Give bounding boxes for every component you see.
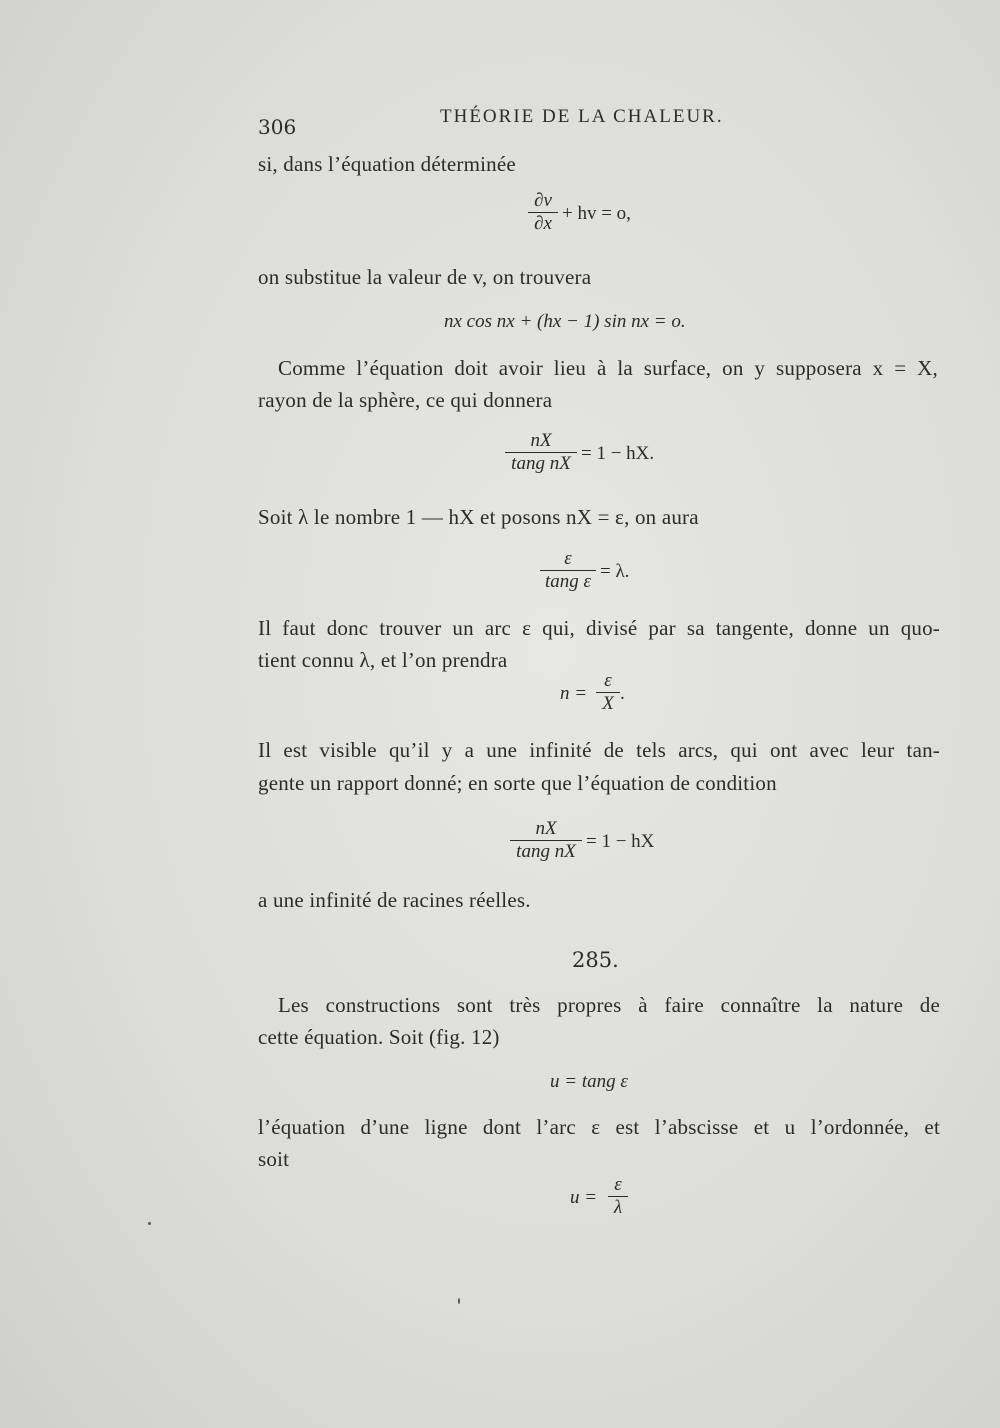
paper-speck bbox=[458, 1298, 460, 1304]
text-line: Il faut donc trouver un arc ε qui, divisé par sa tangente, donne un quo- bbox=[258, 616, 940, 640]
text-line: on substitue la valeur de v, on trouvera bbox=[258, 265, 592, 289]
fraction-denominator: tang nX bbox=[516, 841, 576, 862]
text-line: Les constructions sont très propres à faire connaître la nature de bbox=[278, 993, 940, 1017]
page-number: 306 bbox=[258, 115, 297, 139]
paper-speck bbox=[148, 1222, 151, 1225]
text-line: rayon de la sphère, ce qui donnera bbox=[258, 388, 553, 412]
equation-lhs: n = bbox=[560, 683, 588, 704]
equation-fraction bbox=[505, 430, 577, 475]
fraction-numerator: ε bbox=[596, 670, 620, 693]
fraction-numerator: nX bbox=[505, 430, 577, 453]
fraction-numerator: ε bbox=[608, 1174, 628, 1197]
equation-rhs: = λ. bbox=[600, 561, 630, 582]
fraction-denominator: tang nX bbox=[511, 453, 571, 474]
equation-rhs: = 1 − hX bbox=[586, 831, 655, 852]
text-line: tient connu λ, et l’on prendra bbox=[258, 648, 508, 672]
fraction-numerator: ∂v bbox=[528, 190, 558, 213]
equation-rhs: . bbox=[620, 683, 625, 704]
text-line: Comme l’équation doit avoir lieu à la surface, on y supposera x = X, bbox=[278, 356, 938, 380]
equation-rhs: + hv = o, bbox=[562, 203, 631, 224]
fraction-numerator: ε bbox=[540, 548, 596, 571]
equation-fraction bbox=[540, 548, 596, 593]
section-number: 285. bbox=[572, 948, 619, 972]
fraction-denominator: λ bbox=[613, 1197, 623, 1218]
text-line: si, dans l’équation déterminée bbox=[258, 152, 516, 176]
fraction-denominator: ∂x bbox=[534, 213, 552, 234]
equation-lhs: u = bbox=[570, 1187, 598, 1208]
equation-rhs: = 1 − hX. bbox=[581, 443, 655, 464]
equation: u = tang ε bbox=[550, 1071, 628, 1092]
equation-fraction bbox=[608, 1174, 628, 1219]
text-line: soit bbox=[258, 1147, 290, 1171]
equation: nx cos nx + (hx − 1) sin nx = o. bbox=[444, 311, 686, 332]
text-line: gente un rapport donné; en sorte que l’équation de condition bbox=[258, 771, 777, 795]
text-line: Il est visible qu’il y a une infinité de tels arcs, qui ont avec leur tan- bbox=[258, 738, 940, 762]
equation-fraction bbox=[596, 670, 620, 715]
text-line: cette équation. Soit (fig. 12) bbox=[258, 1025, 500, 1049]
fraction-numerator: nX bbox=[510, 818, 582, 841]
text-line: l’équation d’une ligne dont l’arc ε est l’abscisse et u l’ordonnée, et bbox=[258, 1115, 940, 1139]
running-title: THÉORIE DE LA CHALEUR. bbox=[440, 106, 724, 127]
text-line: a une infinité de racines réelles. bbox=[258, 888, 531, 912]
equation-fraction bbox=[528, 190, 558, 235]
fraction-denominator: tang ε bbox=[544, 571, 591, 592]
text-line: Soit λ le nombre 1 — hX et posons nX = ε, on aura bbox=[258, 505, 699, 529]
fraction-denominator: X bbox=[602, 693, 614, 714]
equation-fraction bbox=[510, 818, 582, 863]
